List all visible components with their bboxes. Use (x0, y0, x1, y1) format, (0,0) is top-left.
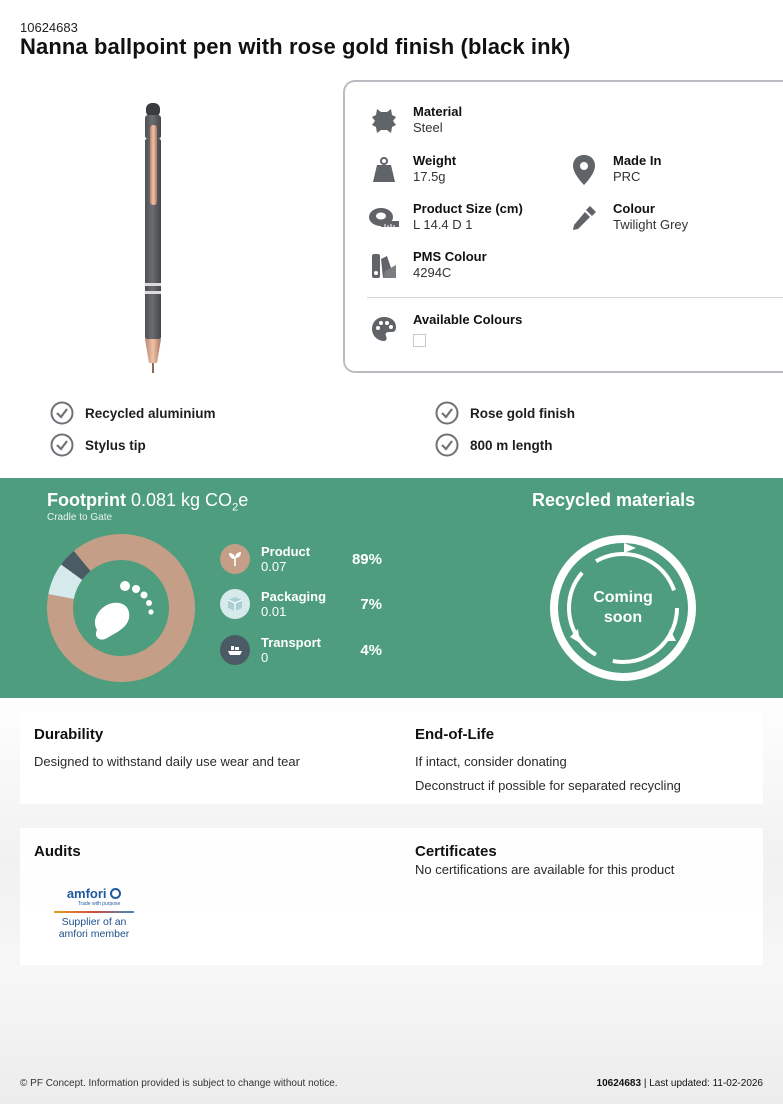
amfori-logo: amfori Trade with purpose Supplier of an amfori member (54, 886, 134, 940)
check-circle-icon (435, 401, 459, 425)
feature-item: 800 m length (435, 433, 553, 457)
chart-data-label: 4% (360, 641, 382, 659)
spec-material: Material Steel (367, 104, 462, 138)
sprout-icon (220, 544, 250, 574)
tape-measure-icon (367, 201, 401, 235)
durability-title: Durability (34, 726, 104, 743)
footprint-title: Footprint 0.081 kg $CO_2e$ (47, 490, 249, 514)
colour-swatch[interactable] (413, 334, 426, 347)
footprint-subtitle: Cradle to Gate (47, 512, 113, 523)
compliance-panel (20, 828, 763, 965)
check-circle-icon (435, 433, 459, 457)
page-title: Nanna ballpoint pen with rose gold finish (black ink) (20, 34, 571, 59)
certificates-title: Certificates (415, 843, 497, 860)
spec-divider (367, 297, 783, 298)
footprint-band (0, 478, 783, 698)
spec-pms: PMS Colour 4294C (367, 249, 487, 283)
ship-icon (220, 635, 250, 665)
donut-slice-packaging (61, 572, 72, 596)
feature-item: Rose gold finish (435, 401, 575, 425)
spec-card (343, 80, 783, 373)
feature-item: Stylus tip (50, 433, 146, 457)
check-circle-icon (50, 433, 74, 457)
end-of-life-title: End-of-Life (415, 726, 495, 743)
spec-weight: Weight 17.5g (367, 153, 456, 187)
footer-meta: 10624683 | Last updated: 11-02-2026 (596, 1078, 763, 1089)
location-pin-icon (567, 153, 601, 187)
spec-colour: Colour Twilight Grey (567, 201, 688, 235)
feature-item: Recycled aluminium (50, 401, 216, 425)
footprint-row-product: Product 0.07 89% (220, 544, 382, 574)
leather-hide-icon (367, 104, 401, 138)
footprint-row-transport: Transport 0 4% (220, 635, 382, 665)
certificates-text: No certifications are available for this product (415, 862, 675, 877)
end-of-life-line: Deconstruct if possible for separated recycling (415, 778, 681, 793)
spec-available-colours: Available Colours (367, 312, 522, 347)
lifecycle-panel (20, 712, 763, 804)
spec-made-in: Made In PRC (567, 153, 661, 187)
product-sku: 10624683 (20, 20, 78, 35)
footprint-donut-chart (47, 534, 195, 682)
end-of-life-line: If intact, consider donating (415, 754, 567, 769)
recycled-status: Coming soon (593, 589, 653, 626)
pen-image (100, 95, 210, 380)
footer-disclaimer: © PF Concept. Information provided is subject to change without notice. (20, 1078, 338, 1089)
audits-title: Audits (34, 843, 81, 860)
spec-size: Product Size (cm) L 14.4 D 1 (367, 201, 523, 235)
donut-slice-transport (72, 561, 82, 572)
box-icon (220, 589, 250, 619)
color-dropper-icon (567, 201, 601, 235)
chart-data-label: 89% (351, 550, 382, 568)
durability-text: Designed to withstand daily use wear and tear (34, 754, 300, 769)
swatch-icon (367, 249, 401, 283)
weight-icon (367, 153, 401, 187)
footprint-icon (95, 581, 154, 640)
chart-data-label: 7% (360, 595, 382, 613)
recycled-title: Recycled materials (532, 490, 696, 510)
palette-icon (367, 312, 401, 346)
footprint-row-packaging: Packaging 0.01 7% (220, 589, 382, 619)
check-circle-icon (50, 401, 74, 425)
